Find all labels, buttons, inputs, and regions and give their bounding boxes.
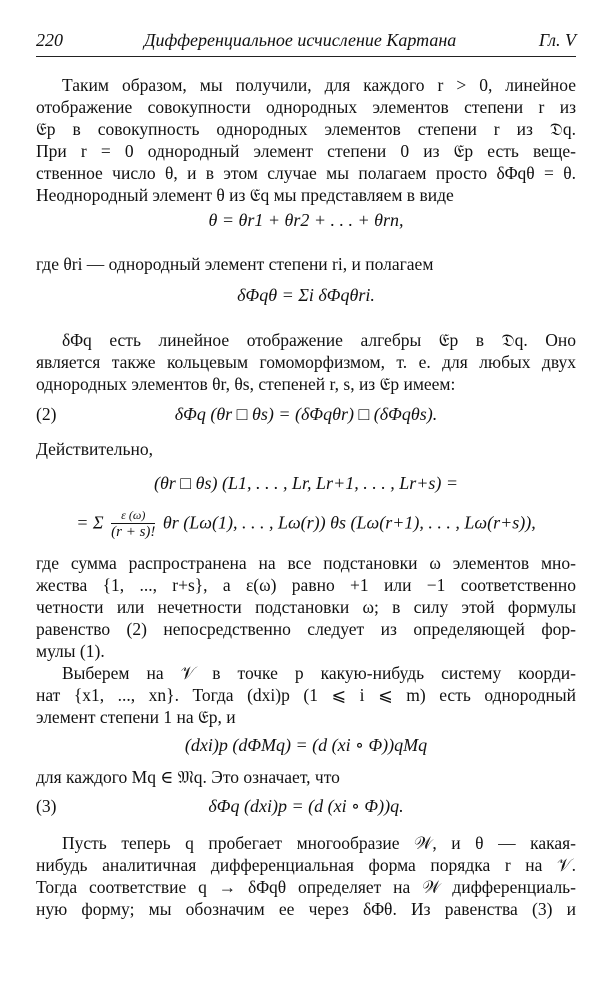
fraction bbox=[111, 508, 155, 541]
text-line: где θri — однородный элемент степени ri, и полагаем bbox=[36, 254, 434, 274]
text-line: является также кольцевым гомоморфизмом, т. е. для любых двух bbox=[36, 352, 576, 372]
text-line: ственное число θ, и в этом случае мы полагаем просто δΦqθ = θ. bbox=[36, 163, 576, 183]
text-line: Выберем на 𝒱 в точке p какую-нибудь систему коорди- bbox=[62, 663, 576, 683]
text-line: 𝔈p в совокупность однородных элементов степени r из 𝔇q. bbox=[36, 119, 576, 139]
fraction-denominator: (r + s)! bbox=[111, 524, 156, 540]
text-line: Таким образом, мы получили, для каждого r > 0, линейное bbox=[62, 75, 576, 95]
text-line: четности или нечетности подстановки ω; в силу этой формулы bbox=[36, 597, 576, 617]
equation-number: (3) bbox=[36, 796, 57, 816]
text-line: δΦq есть линейное отображение алгебры 𝔈p в 𝔇q. Оно bbox=[62, 330, 576, 350]
text-line: При r = 0 однородный элемент степени 0 из 𝔈p есть веще- bbox=[36, 141, 576, 161]
running-header bbox=[36, 30, 576, 54]
sum-prefix: = Σ bbox=[76, 512, 104, 533]
text-line: элемент степени 1 на 𝔈p, и bbox=[36, 707, 236, 727]
text-line: нибудь аналитичная дифференциальная форма порядка r на 𝒱. bbox=[36, 855, 576, 875]
text-line: Неоднородный элемент θ из 𝔈q мы представляем в виде bbox=[36, 185, 454, 205]
equation-definition: δΦqθ = Σi δΦqθri. bbox=[237, 285, 375, 305]
text-line: ную форму; мы обозначим ее через δΦθ. Из равенства (3) и bbox=[36, 899, 576, 919]
text-line: нат {x1, ..., xn}. Тогда (dxi)p (1 ⩽ i ⩽ m) есть однородный bbox=[36, 685, 576, 705]
running-title: Дифференциальное исчисление Картана bbox=[144, 30, 457, 50]
text-line: равенство (2) непосредственно следует из определяющей фор- bbox=[36, 619, 576, 639]
text-line: где сумма распространена на все подстановки ω элементов мно- bbox=[36, 553, 576, 573]
text-line: жества {1, ..., r+s}, а ε(ω) равно +1 или −1 соответственно bbox=[36, 575, 576, 595]
text-line: однородных элементов θr, θs, степеней r, s, из 𝔈p имеем: bbox=[36, 374, 456, 394]
text-line: Действительно, bbox=[36, 439, 153, 459]
text-line: мулы (1). bbox=[36, 641, 105, 661]
text-line: отображение совокупности однородных элементов степени r из bbox=[36, 97, 576, 117]
page-number: 220 bbox=[36, 30, 63, 50]
chapter-label: Гл. V bbox=[538, 30, 576, 50]
equation-product-rhs bbox=[36, 508, 576, 541]
equation-product-lhs: (θr □ θs) (L1, . . . , Lr, Lr+1, . . . , Lr+s) = bbox=[153, 473, 459, 493]
header-rule bbox=[36, 56, 576, 57]
text-line: Пусть теперь q пробегает многообразие 𝒲, и θ — какая- bbox=[62, 833, 576, 853]
equation-decomposition: θ = θr1 + θr2 + . . . + θrn, bbox=[208, 210, 404, 230]
equation-number: (2) bbox=[36, 404, 57, 424]
equation-3: δΦq (dxi)p = (d (xi ∘ Φ))q. bbox=[208, 796, 404, 816]
text-line: Тогда соответствие q → δΦqθ определяет на 𝒲 дифференциаль- bbox=[36, 877, 576, 897]
equation-coordinates: (dxi)p (dΦMq) = (d (xi ∘ Φ))qMq bbox=[184, 735, 428, 755]
equation-2: δΦq (θr □ θs) = (δΦqθr) □ (δΦqθs). bbox=[174, 404, 438, 424]
sum-suffix: θr (Lω(1), . . . , Lω(r)) θs (Lω(r+1), . . . , Lω(r+s)), bbox=[162, 512, 536, 533]
text-line: для каждого Mq ∈ 𝔐q. Это означает, что bbox=[36, 767, 340, 787]
fraction-numerator: ε (ω) bbox=[111, 508, 155, 524]
